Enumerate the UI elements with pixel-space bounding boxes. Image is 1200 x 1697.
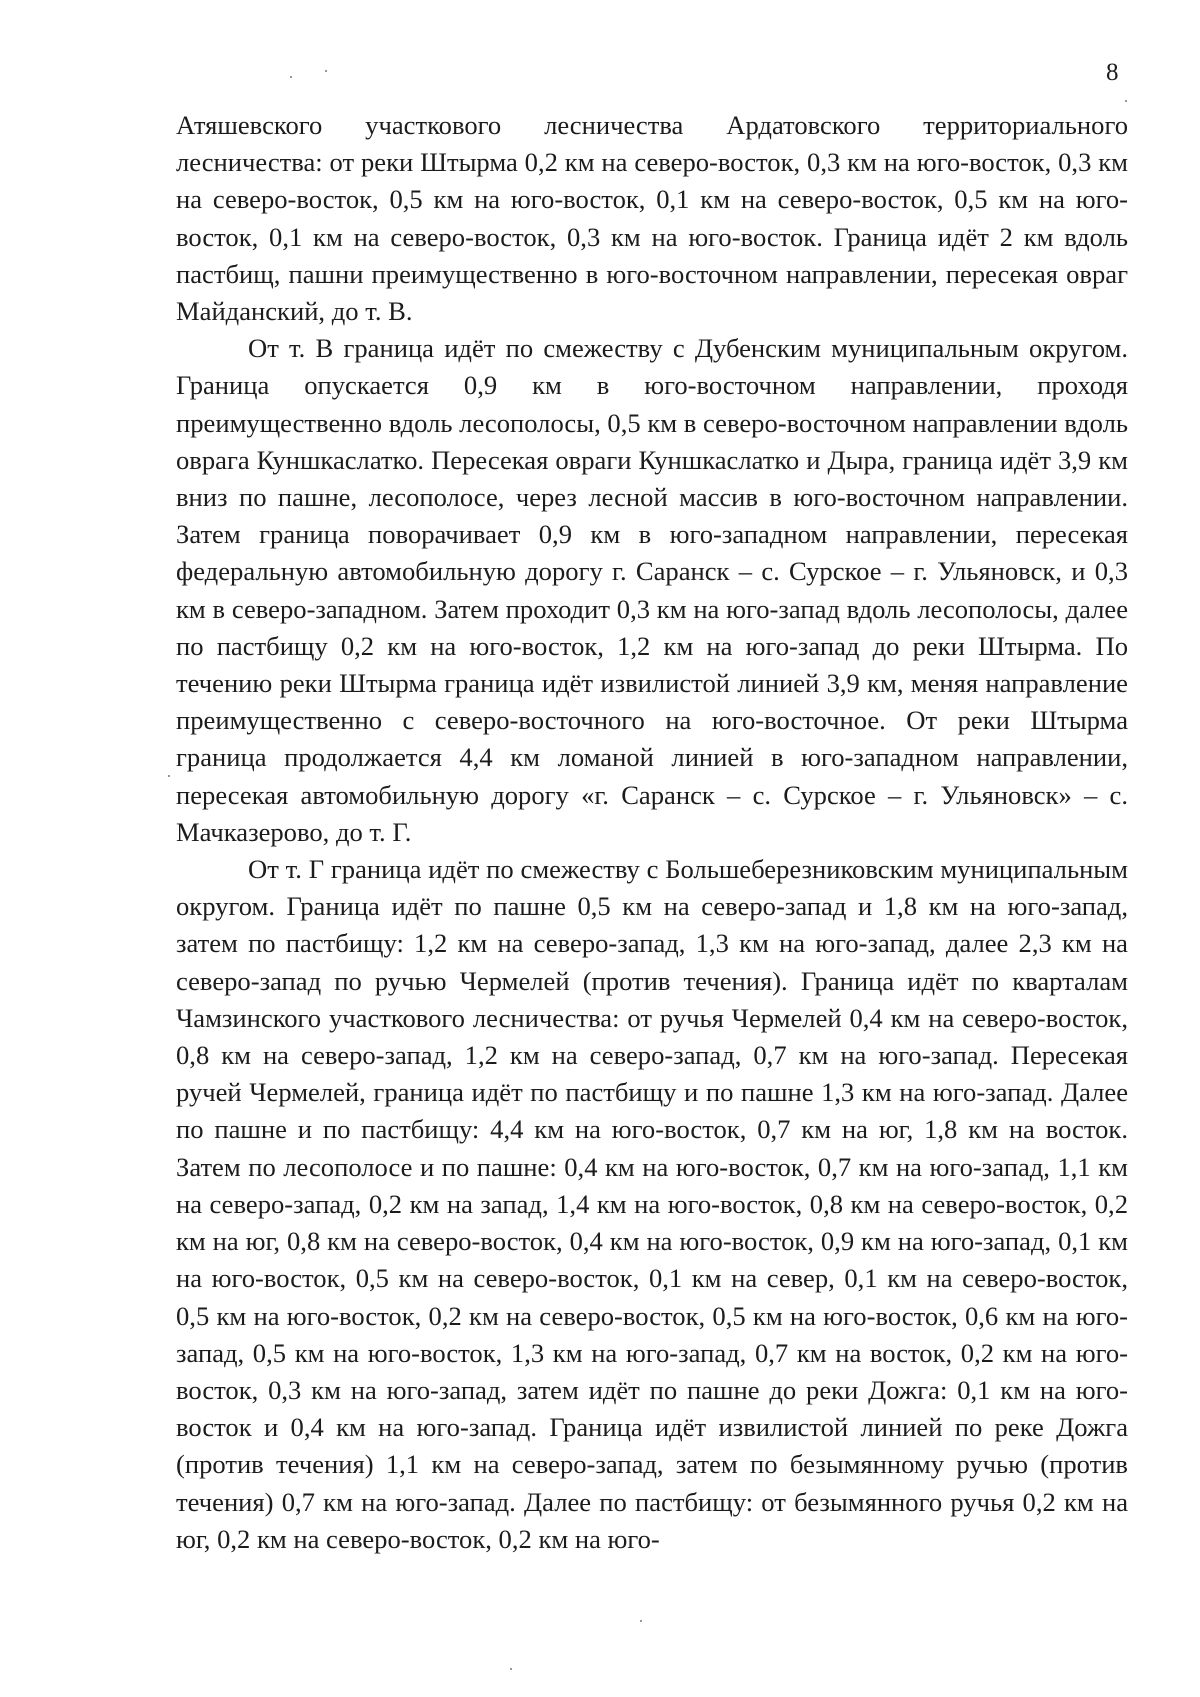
scan-speck	[325, 70, 327, 72]
paragraph-3: От т. Г граница идёт по смежеству с Большеберезниковским муниципальным округом. Граница идёт по пашне 0,5 км на северо-запад и 1,8 км на юго-запад, затем по пастбищу: 1,2 км на северо-запад, 1,3 км на юго-запад, далее 2,3 км на северо-запад по ручью Чермелей (против течения). Граница идёт по кварталам Чамзинского участкового лесничества: от ручья Чермелей 0,4 км на северо-восток, 0,8 км на северо-запад, 1,2 км на северо-запад, 0,7 км на юго-запад. Пересекая ручей Чермелей, граница идёт по пастбищу и по пашне 1,3 км на юго-запад. Далее по пашне и по пастбищу: 4,4 км на юго-восток, 0,7 км на юг, 1,8 км на восток. Затем по лесополосе и по пашне: 0,4 км на юго-восток, 0,7 км на юго-запад, 1,1 км на северо-запад, 0,2 км на запад, 1,4 км на юго-восток, 0,8 км на северо-восток, 0,2 км на юг, 0,8 км на северо-восток, 0,4 км на юго-восток, 0,9 км на юго-запад, 0,1 км на юго-восток, 0,5 км на северо-восток, 0,1 км на север, 0,1 км на северо-восток, 0,5 км на юго-восток, 0,2 км на северо-восток, 0,5 км на юго-восток, 0,6 км на юго-запад, 0,5 км на юго-восток, 1,3 км на юго-запад, 0,7 км на восток, 0,2 км на юго-восток, 0,3 км на юго-запад, затем идёт по пашне до реки Дожга: 0,1 км на юго-восток и 0,4 км на юго-запад. Граница идёт извилистой линией по реке Дожга (против течения) 1,1 км на северо-запад, затем по безымянному ручью (против течения) 0,7 км на юго-запад. Далее по пастбищу: от безымянного ручья 0,2 км на юг, 0,2 км на северо-восток, 0,2 км на юго-	[176, 854, 1128, 1554]
paragraph-1: Атяшевского участкового лесничества Ардатовского территориального лесничества: от реки Штырма 0,2 км на северо-восток, 0,3 км на юго-восток, 0,3 км на северо-восток, 0,5 км на юго-восток, 0,1 км на северо-восток, 0,5 км на юго-восток, 0,1 км на северо-восток, 0,3 км на юго-восток. Граница идёт 2 км вдоль пастбищ, пашни преимущественно в юго-восточном направлении, пересекая овраг Майданский, до т. В.	[176, 110, 1128, 327]
document-body	[176, 107, 1128, 1558]
scan-speck	[640, 1620, 642, 1622]
paragraph-2: От т. В граница идёт по смежеству с Дубенским муниципальным округом. Граница опускается 0,9 км в юго-восточном направлении, проходя преимущественно вдоль лесополосы, 0,5 км в северо-восточном направлении вдоль оврага Куншкаслатко. Пересекая овраги Куншкаслатко и Дыра, граница идёт 3,9 км вниз по пашне, лесополосе, через лесной массив в юго-восточном направлении. Затем граница поворачивает 0,9 км в юго-западном направлении, пересекая федеральную автомобильную дорогу г. Саранск – с. Сурское – г. Ульяновск, и 0,3 км в северо-западном. Затем проходит 0,3 км на юго-запад вдоль лесополосы, далее по пастбищу 0,2 км на юго-восток, 1,2 км на юго-запад до реки Штырма. По течению реки Штырма граница идёт извилистой линией 3,9 км, меняя направление преимущественно с северо-восточного на юго-восточное. От реки Штырма граница продолжается 4,4 км ломаной линией в юго-западном направлении, пересекая автомобильную дорогу «г. Саранск – с. Сурское – г. Ульяновск» – с. Мачказерово, до т. Г.	[176, 333, 1128, 847]
scan-speck	[510, 1668, 512, 1670]
scan-speck	[168, 775, 170, 777]
page-number: 8	[1106, 59, 1119, 86]
scan-speck	[290, 76, 292, 78]
scan-speck	[1125, 100, 1127, 102]
